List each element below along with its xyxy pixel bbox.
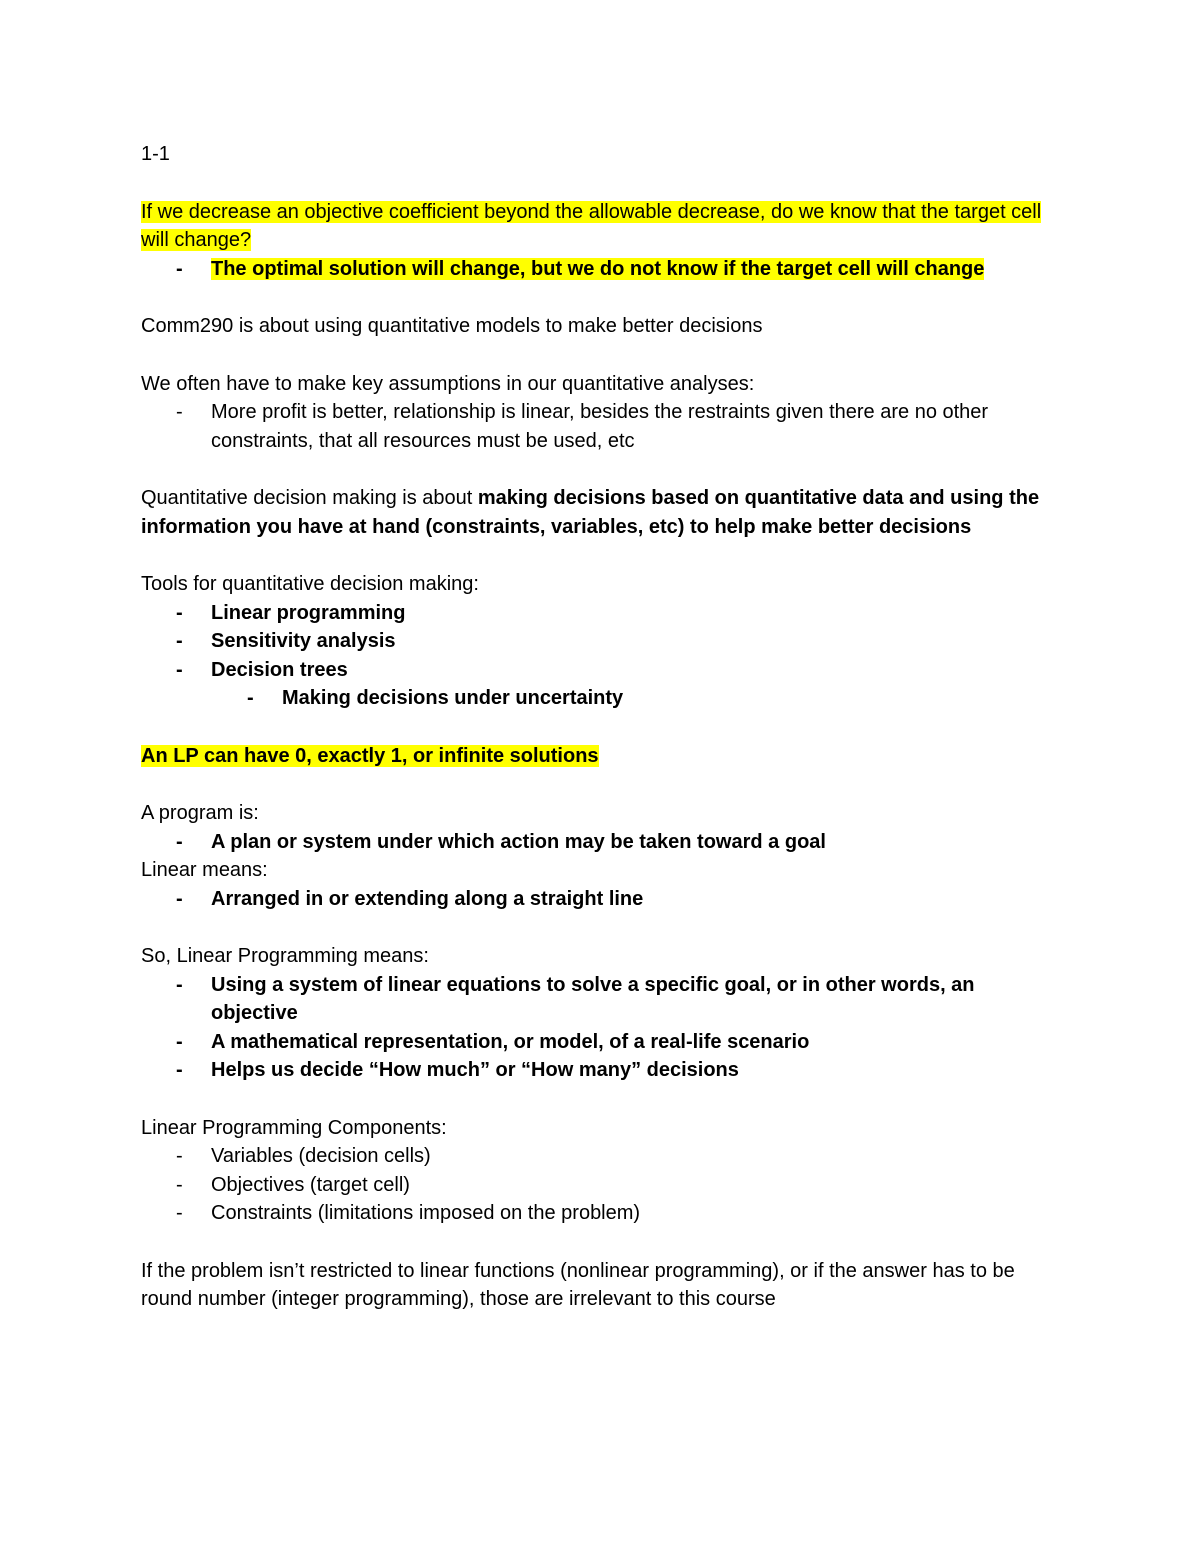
list-item (141, 971, 1061, 1028)
blank-line (141, 169, 1061, 198)
component-text: Objectives (target cell) (211, 1173, 410, 1196)
list-item (141, 684, 1061, 713)
bullet-dash: - (176, 1173, 183, 1196)
tool-text: Decision trees (211, 658, 348, 681)
qdm-prefix: Quantitative decision making is about (141, 487, 478, 509)
document-body (141, 140, 1061, 1314)
lp-means-text: Using a system of linear equations to solve a specific goal, or in other words, an objective (211, 973, 975, 1024)
lp-means-intro: So, Linear Programming means: (141, 945, 429, 967)
blank-line (141, 283, 1061, 312)
list-item (141, 599, 1061, 628)
qdm-paragraph (141, 484, 1061, 541)
list-item (141, 1199, 1061, 1228)
tools-list (141, 599, 1061, 685)
assumptions-intro: We often have to make key assumptions in our quantitative analyses: (141, 372, 755, 395)
qdm-bold: making decisions based on quantitative data and using the information you have at hand (constraints, variables, etc) to help make better decisions (141, 487, 1040, 538)
blank-line (141, 770, 1061, 799)
assumptions-list (141, 398, 1061, 455)
closing-paragraph: If the problem isn’t restricted to linear functions (nonlinear programming), or if the answer has to be round number (integer programming), those are irrelevant to this course (141, 1259, 1015, 1310)
assumption-text: More profit is better, relationship is linear, besides the restraints given there are no other constraints, that all resources must be used, etc (211, 401, 989, 452)
answer-list (141, 255, 1061, 284)
bullet-dash: - (247, 687, 254, 709)
tools-sublist (141, 684, 1061, 713)
answer-text: The optimal solution will change, but we do not know if the target cell will change (211, 257, 985, 280)
answer-item (141, 255, 1061, 284)
component-text: Variables (decision cells) (211, 1145, 431, 1167)
program-list (141, 828, 1061, 857)
linear-list (141, 885, 1061, 914)
program-definition: A plan or system under which action may be taken toward a goal (211, 830, 826, 853)
bullet-dash: - (176, 658, 183, 681)
linear-definition: Arranged in or extending along a straight line (211, 887, 644, 910)
question-text: If we decrease an objective coefficient beyond the allowable decrease, do we know that the target cell will change? (141, 200, 1042, 251)
subtool-text: Making decisions under uncertainty (282, 687, 624, 709)
tools-intro: Tools for quantitative decision making: (141, 573, 479, 595)
bullet-dash: - (176, 401, 183, 423)
components-list (141, 1142, 1061, 1228)
bullet-dash: - (176, 601, 183, 624)
list-item (141, 1171, 1061, 1200)
bullet-dash: - (176, 1030, 183, 1053)
list-item (141, 1056, 1061, 1085)
bullet-dash: - (176, 1145, 183, 1167)
bullet-dash: - (176, 887, 183, 910)
list-item (141, 656, 1061, 685)
blank-line (141, 341, 1061, 370)
comm-paragraph: Comm290 is about using quantitative models to make better decisions (141, 315, 763, 337)
lp-solutions-text: An LP can have 0, exactly 1, or infinite solutions (141, 744, 599, 767)
list-item (141, 828, 1061, 857)
bullet-dash: - (176, 830, 183, 853)
blank-line (141, 1085, 1061, 1114)
bullet-dash: - (176, 1059, 183, 1081)
list-item (141, 885, 1061, 914)
bullet-dash: - (176, 973, 183, 996)
list-item (141, 1142, 1061, 1171)
blank-line (141, 541, 1061, 570)
tool-text: Sensitivity analysis (211, 630, 396, 652)
component-text: Constraints (limitations imposed on the problem) (211, 1202, 641, 1224)
tool-text: Linear programming (211, 601, 406, 624)
blank-line (141, 913, 1061, 942)
lp-means-text: Helps us decide “How much” or “How many” decisions (211, 1059, 739, 1081)
highlighted-question (141, 198, 1061, 255)
list-item (141, 398, 1061, 455)
section-heading: 1-1 (141, 143, 170, 165)
blank-line (141, 713, 1061, 742)
bullet-dash: - (176, 630, 183, 652)
lp-solutions-line (141, 742, 1061, 771)
lp-means-text: A mathematical representation, or model, of a real-life scenario (211, 1030, 810, 1053)
blank-line (141, 455, 1061, 484)
blank-line (141, 1228, 1061, 1257)
components-intro: Linear Programming Components: (141, 1116, 447, 1139)
linear-label: Linear means: (141, 859, 268, 881)
lp-means-list (141, 971, 1061, 1085)
bullet-dash: - (176, 1202, 183, 1224)
list-item (141, 627, 1061, 656)
bullet-dash: - (176, 257, 183, 280)
list-item (141, 1028, 1061, 1057)
program-label: A program is: (141, 802, 259, 824)
